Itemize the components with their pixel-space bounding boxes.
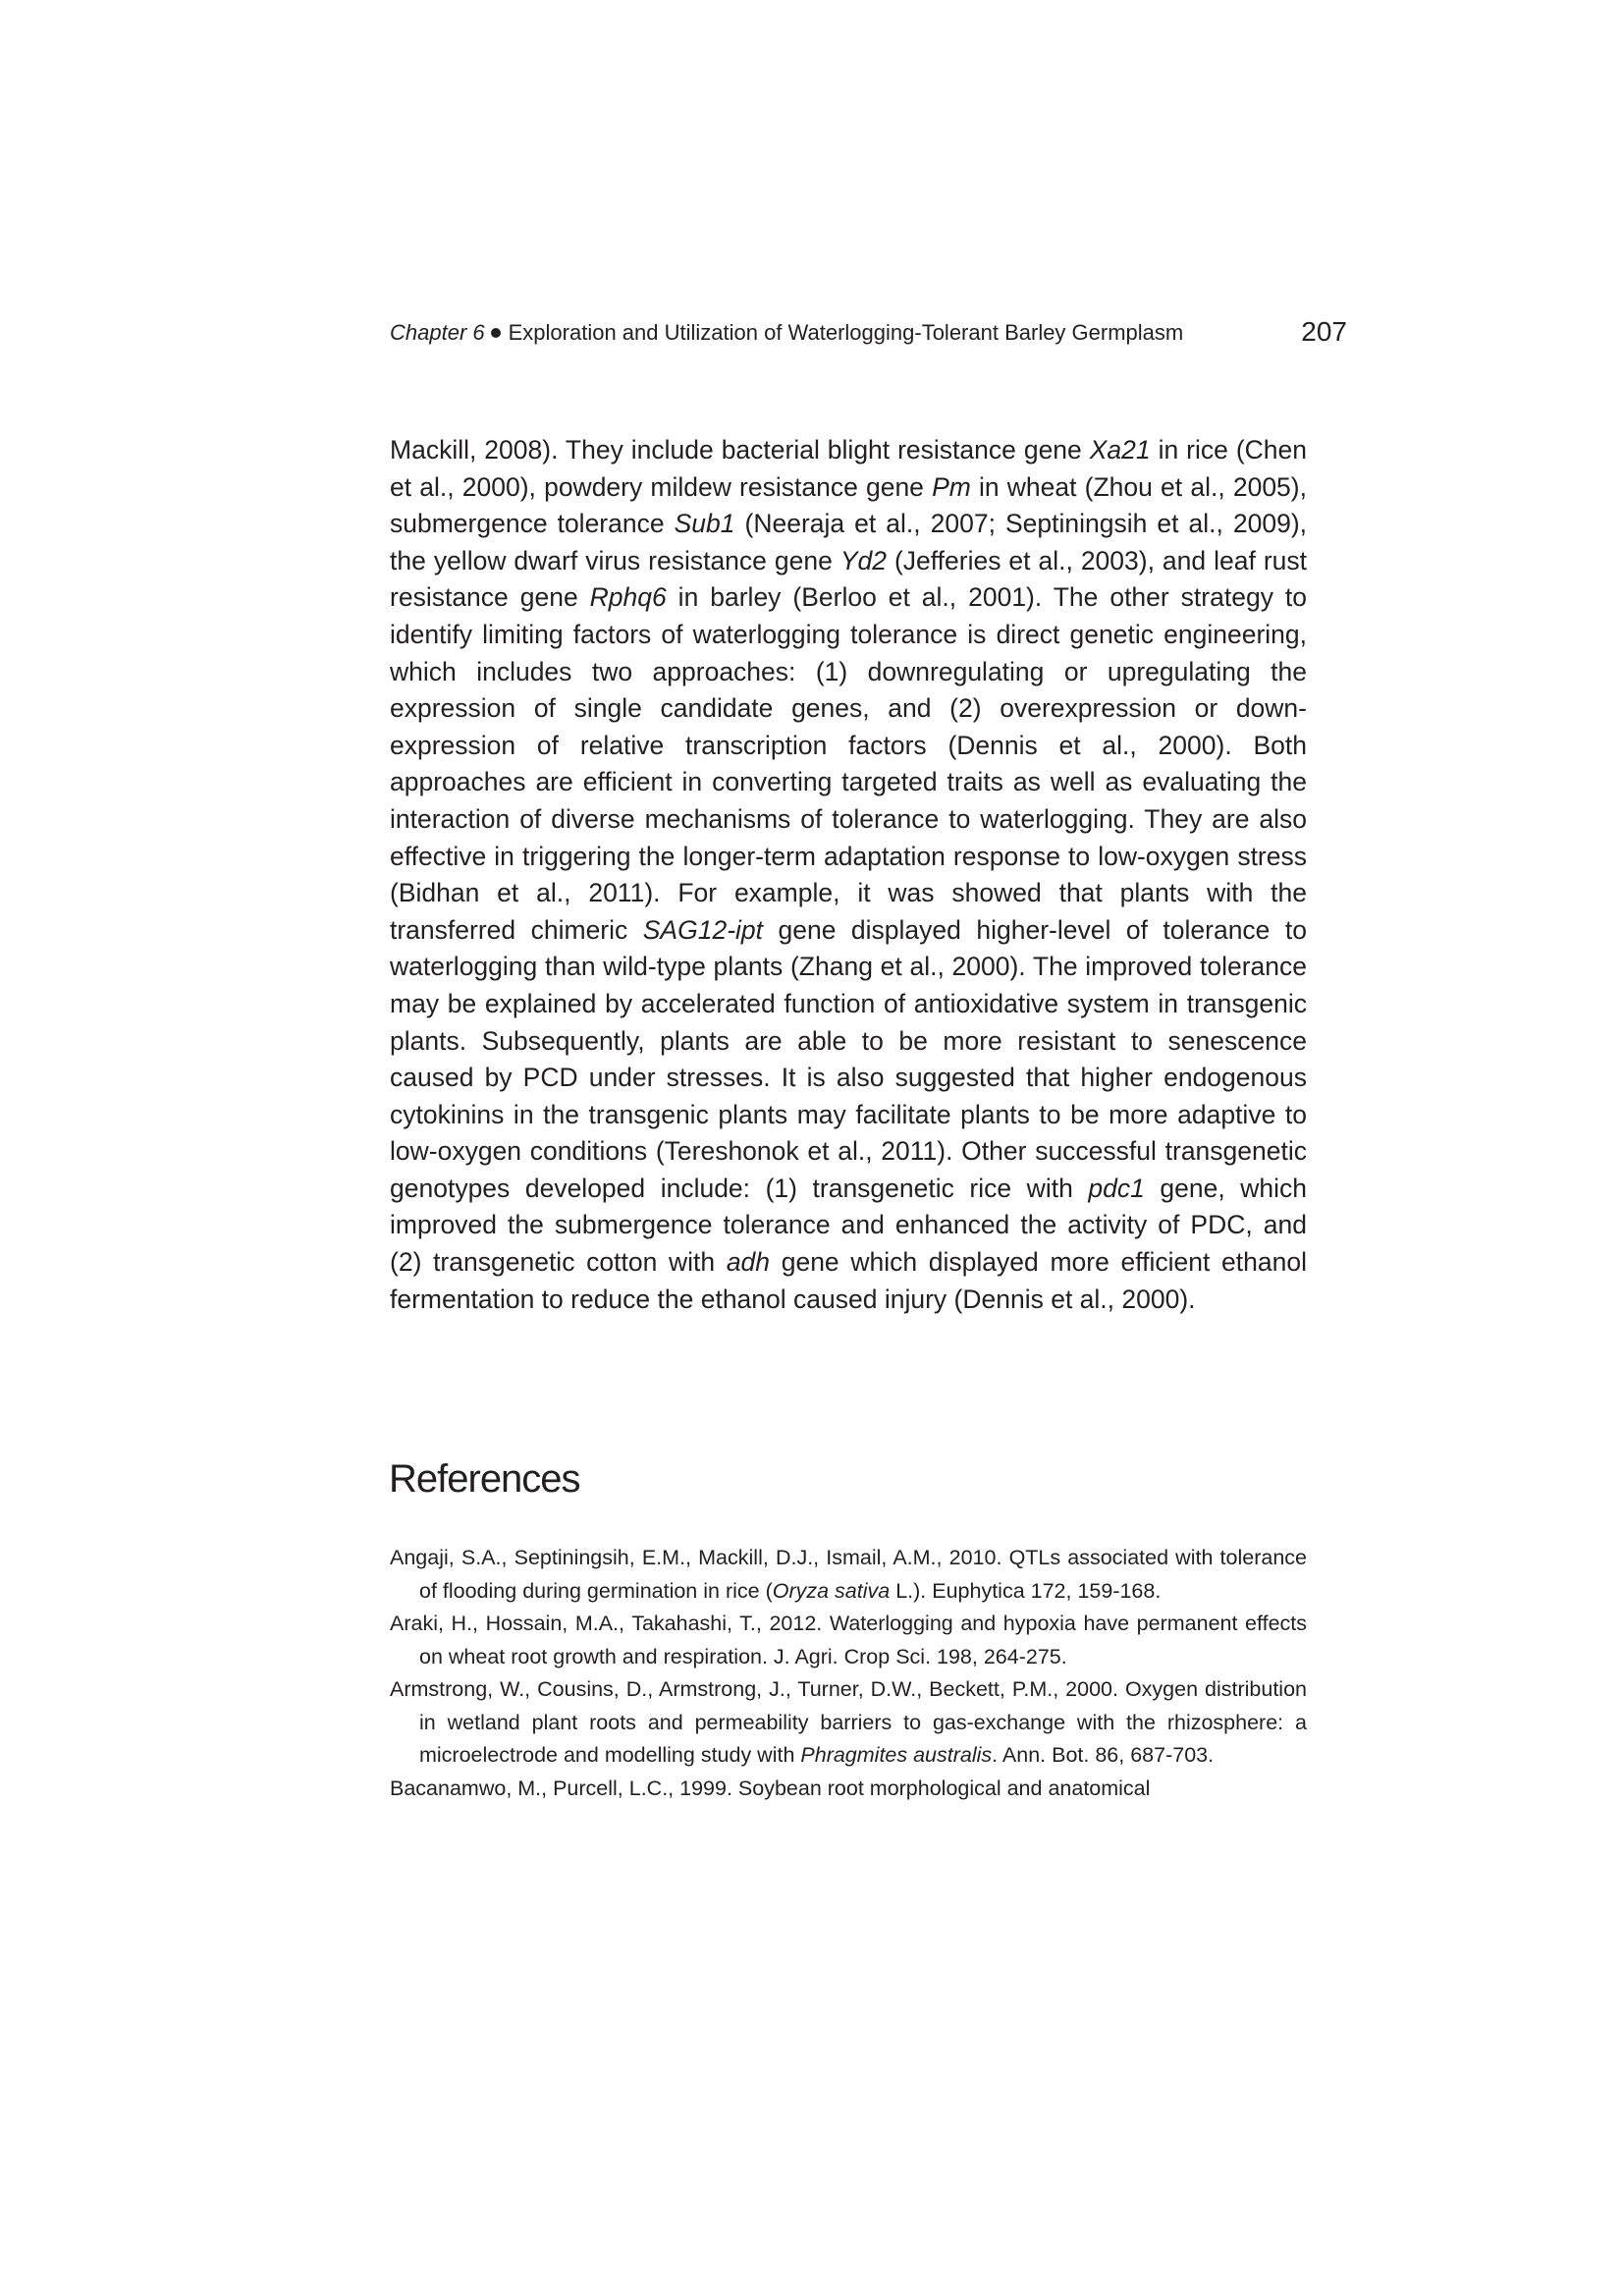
text-run: . Ann. Bot. 86, 687-703.	[992, 1743, 1215, 1767]
italic-term: Oryza sativa	[772, 1578, 891, 1603]
text-run: Armstrong, W., Cousins, D., Armstrong, J., Turner, D.W., Beckett, P.M., 2000. Oxygen distribution in wetland plant roots and permeability barriers to gas-exchange with the rhizosphere: a microelectrode and modelling study with	[390, 1677, 1307, 1767]
chapter-label: Chapter 6	[390, 320, 485, 345]
bullet-icon	[491, 328, 501, 338]
chapter-title: Exploration and Utilization of Waterlogging-Tolerant Barley Germplasm	[508, 320, 1184, 345]
text-run: Bacanamwo, M., Purcell, L.C., 1999. Soybean root morphological and anatomical	[390, 1776, 1151, 1800]
reference-entry	[390, 1773, 1307, 1806]
page-number: 207	[1301, 316, 1347, 347]
text-run: in barley (Berloo et al., 2001). The other strategy to identify limiting factors of waterlogging tolerance is direct genetic engineering, which includes two approaches: (1) downregulating or upregulating the expression of single candidate genes, and (2) overexpression or down-expression of relative transcription factors (Dennis et al., 2000). Both approaches are efficient in converting targeted traits as well as evaluating the interaction of diverse mechanisms of tolerance to waterlogging. They are also effective in triggering the longer-term adaptation response to low-oxygen stress (Bidhan et al., 2011). For example, it was showed that plants with the transferred chimeric	[390, 582, 1307, 945]
text-run: gene displayed higher-level of tolerance to waterlogging than wild-type plants (Zhang et al., 2000). The improved tolerance may be explained by accelerated function of antioxidative system in transgenic plants. Subsequently, plants are able to be more resistant to senescence caused by PCD under stresses. It is also suggested that higher endogenous cytokinins in the transgenic plants may facilitate plants to be more adaptive to low-oxygen conditions (Tereshonok et al., 2011). Other successful transgenetic genotypes developed include: (1) transgenetic rice with	[390, 914, 1307, 1203]
italic-term: adh	[726, 1247, 771, 1278]
text-run: in wheat (Zhou et al., 2005), submergence tolerance	[390, 471, 1307, 539]
italic-term: Xa21	[1089, 435, 1151, 465]
text-run: Araki, H., Hossain, M.A., Takahashi, T., 2012. Waterlogging and hypoxia have permanent effects on wheat root growth and respiration. J. Agri. Crop Sci. 198, 264-275.	[390, 1612, 1307, 1668]
text-run: gene which displayed more efficient ethanol fermentation to reduce the ethanol caused injury (Dennis et al., 2000).	[390, 1247, 1307, 1314]
references-heading: References	[389, 1457, 580, 1501]
italic-term: Phragmites australis	[800, 1743, 993, 1767]
text-run: Mackill, 2008). They include bacterial blight resistance gene	[390, 435, 1090, 465]
running-header	[390, 316, 1347, 354]
italic-term: Rphq6	[589, 582, 667, 613]
references-list	[390, 1542, 1307, 1805]
text-run: in rice (Chen et al., 2000), powdery mildew resistance gene	[390, 435, 1307, 502]
reference-entry	[390, 1608, 1307, 1673]
italic-term: Pm	[932, 471, 971, 502]
reference-entry	[390, 1673, 1307, 1773]
reference-entry	[390, 1542, 1307, 1608]
italic-term: Sub1	[674, 509, 735, 539]
body-paragraph	[390, 432, 1307, 1318]
text-run: (Neeraja et al., 2007; Septiningsih et al., 2009), the yellow dwarf virus resistance gene	[390, 509, 1308, 575]
italic-term: SAG12-ipt	[642, 914, 764, 945]
body-text	[390, 432, 1307, 1318]
italic-term: Yd2	[839, 545, 887, 575]
text-run: L.). Euphytica 172, 159-168.	[890, 1578, 1162, 1603]
text-run: (Jefferies et al., 2003), and leaf rust resistance gene	[390, 545, 1307, 613]
italic-term: pdc1	[1088, 1173, 1145, 1203]
text-run: gene, which improved the submergence tolerance and enhanced the activity of PDC, and (2) transgenetic cotton with	[390, 1173, 1307, 1278]
text-run: Angaji, S.A., Septiningsih, E.M., Mackill, D.J., Ismail, A.M., 2010. QTLs associated with tolerance of flooding during germination in rice (	[390, 1546, 1307, 1603]
